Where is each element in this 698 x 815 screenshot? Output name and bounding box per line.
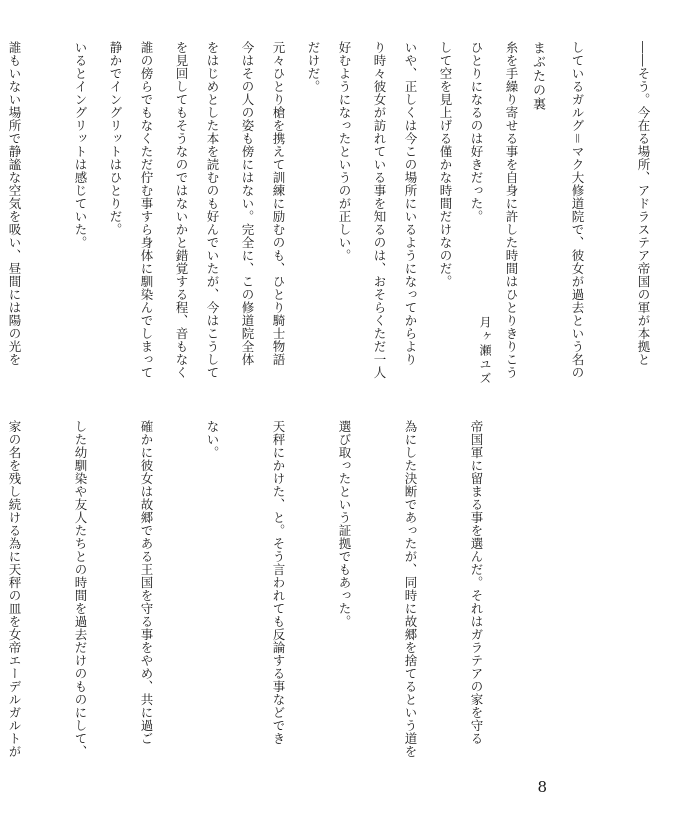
text-line: 家の名を残し続ける為に天秤の皿を女帝エーデルガルトが (7, 420, 22, 758)
text-line: ない。 (205, 420, 220, 459)
text-line: 誰もいない場所で静謐な空気を吸い、昼間には陽の光を (7, 41, 22, 366)
text-line: 確かに彼女は故郷である王国を守る事をやめ、共に過ご (139, 420, 154, 745)
text-line: 天秤にかけた、と。そう言われても反論する事などでき (271, 420, 286, 745)
text-line: しているガルグ＝マク大修道院で、彼女が過去という名の (570, 41, 585, 380)
text-line: 帝国軍に留まる事を選んだ。それはガラテアの家を守る (469, 420, 484, 745)
text-line: 選び取ったという証拠でもあった。 (337, 420, 352, 628)
text-line: 静かでイングリットはひとりだ。 (108, 41, 123, 236)
text-line: 為にした決断であったが、同時に故郷を捨てるという道を (403, 420, 418, 758)
lower-text (0, 420, 531, 790)
text-line: をはじめとした本を読むのも好んでいたが、今はこうして (205, 41, 220, 379)
text-line: だけだ。 (306, 41, 321, 93)
text-line: した幼馴染や友人たちとの時間を過去だけのものにして、 (73, 420, 88, 758)
story-title: まぶたの裏 (530, 41, 545, 111)
page-number: 8 (537, 778, 547, 796)
text-line: 好むようになったというのが正しい。 (337, 41, 352, 262)
text-line: 今はその人の姿も傍にはない。完全に、この修道院全体 (240, 41, 255, 366)
text-line: 糸を手繰り寄せる事を自身に許した時間はひとりきりこう (504, 41, 519, 379)
text-line: り時々彼女が訪れている事を知るのは、おそらくただ一人 (372, 41, 387, 379)
text-line: いや、正しくは今この場所にいるようになってからより (403, 41, 418, 366)
author-name: 月ヶ瀬ユズ (478, 316, 492, 386)
text-line: ――そう。今在る場所、アドラステア帝国の軍が本拠と (636, 41, 651, 366)
text-line: いるとイングリットは感じていた。 (73, 41, 88, 249)
text-line: して空を見上げる僅かな時間だけなのだ。 (438, 41, 453, 288)
text-line: を見回してもそうなのではないかと錯覚する程、音もなく (174, 41, 189, 379)
text-line: ひとりになるのは好きだった。 (469, 41, 484, 223)
text-line: 誰の傍らでもなくただ佇む事すら身体に馴染んでしまって (139, 41, 154, 379)
text-line: 元々ひとり槍を携えて訓練に励むのも、ひとり騎士物語 (271, 41, 286, 366)
